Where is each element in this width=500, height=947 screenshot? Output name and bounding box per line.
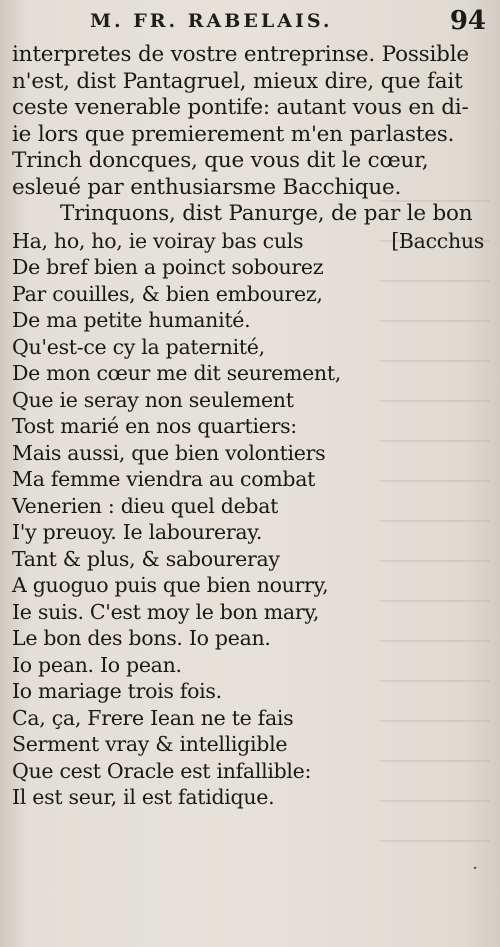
- verse-line: Le bon des bons. Io pean.: [12, 626, 271, 650]
- verse-line: De bref bien a poinct sobourez: [12, 255, 324, 279]
- verse-line: De ma petite humanité.: [12, 308, 251, 332]
- ink-speck: ·: [472, 858, 478, 879]
- verse-line: Qu'est-ce cy la paternité,: [12, 334, 265, 359]
- running-head: M. FR. RABELAIS.: [90, 10, 333, 32]
- page-number: 94: [449, 6, 486, 36]
- verse-line: Serment vray & intelligible: [12, 732, 288, 756]
- verse-line: Il est seur, il est fatidique.: [12, 785, 275, 809]
- verse-line: Venerien : dieu quel debat: [12, 493, 279, 518]
- verse-first-line: [12, 228, 490, 255]
- verse-line: Par couilles, & bien embourez,: [12, 281, 323, 306]
- text-line: ie lors que premierement m'en parlastes.: [12, 121, 455, 147]
- verse-line: Ma femme viendra au combat: [12, 467, 316, 491]
- intro-line: Trinquons, dist Panurge, de par le bon: [60, 201, 473, 226]
- verse-line: Io pean. Io pean.: [12, 652, 182, 677]
- verse-line: Io mariage trois fois.: [12, 679, 222, 703]
- verse-line: Mais aussi, que bien volontiers: [12, 440, 326, 465]
- text-line: ceste venerable pontife: autant vous en di-: [12, 95, 469, 120]
- verse-line: Tost marié en nos quartiers:: [12, 414, 297, 438]
- carried-word: [Bacchus: [391, 228, 484, 253]
- text-line: Trinch doncques, que vous dit le cœur,: [12, 148, 429, 173]
- verse-line: Tant & plus, & saboureray: [12, 546, 280, 571]
- page-header: [0, 8, 500, 38]
- text-line: interpretes de vostre entreprinse. Possible: [12, 42, 469, 67]
- verse-line: Ca, ça, Frere Iean ne te fais: [12, 705, 294, 730]
- verse-line: Que cest Oracle est infallible:: [12, 758, 312, 783]
- text-line: esleué par enthusiarsme Bacchique.: [12, 174, 402, 200]
- text-line: n'est, dist Pantagruel, mieux dire, que fait: [12, 68, 463, 94]
- verse-line: Ie suis. C'est moy le bon mary,: [12, 599, 320, 624]
- verse-line: Que ie seray non seulement: [12, 387, 294, 412]
- verse-line: De mon cœur me dit seurement,: [12, 361, 341, 385]
- verse-line: I'y preuoy. Ie laboureray.: [12, 520, 263, 544]
- prose-paragraph: [12, 42, 490, 228]
- text-block: [12, 42, 490, 811]
- verse-block: [12, 228, 490, 811]
- verse-line: A guoguo puis que bien nourry,: [12, 573, 329, 597]
- verse-line-text: Ha, ho, ho, ie voiray bas culs: [12, 228, 304, 253]
